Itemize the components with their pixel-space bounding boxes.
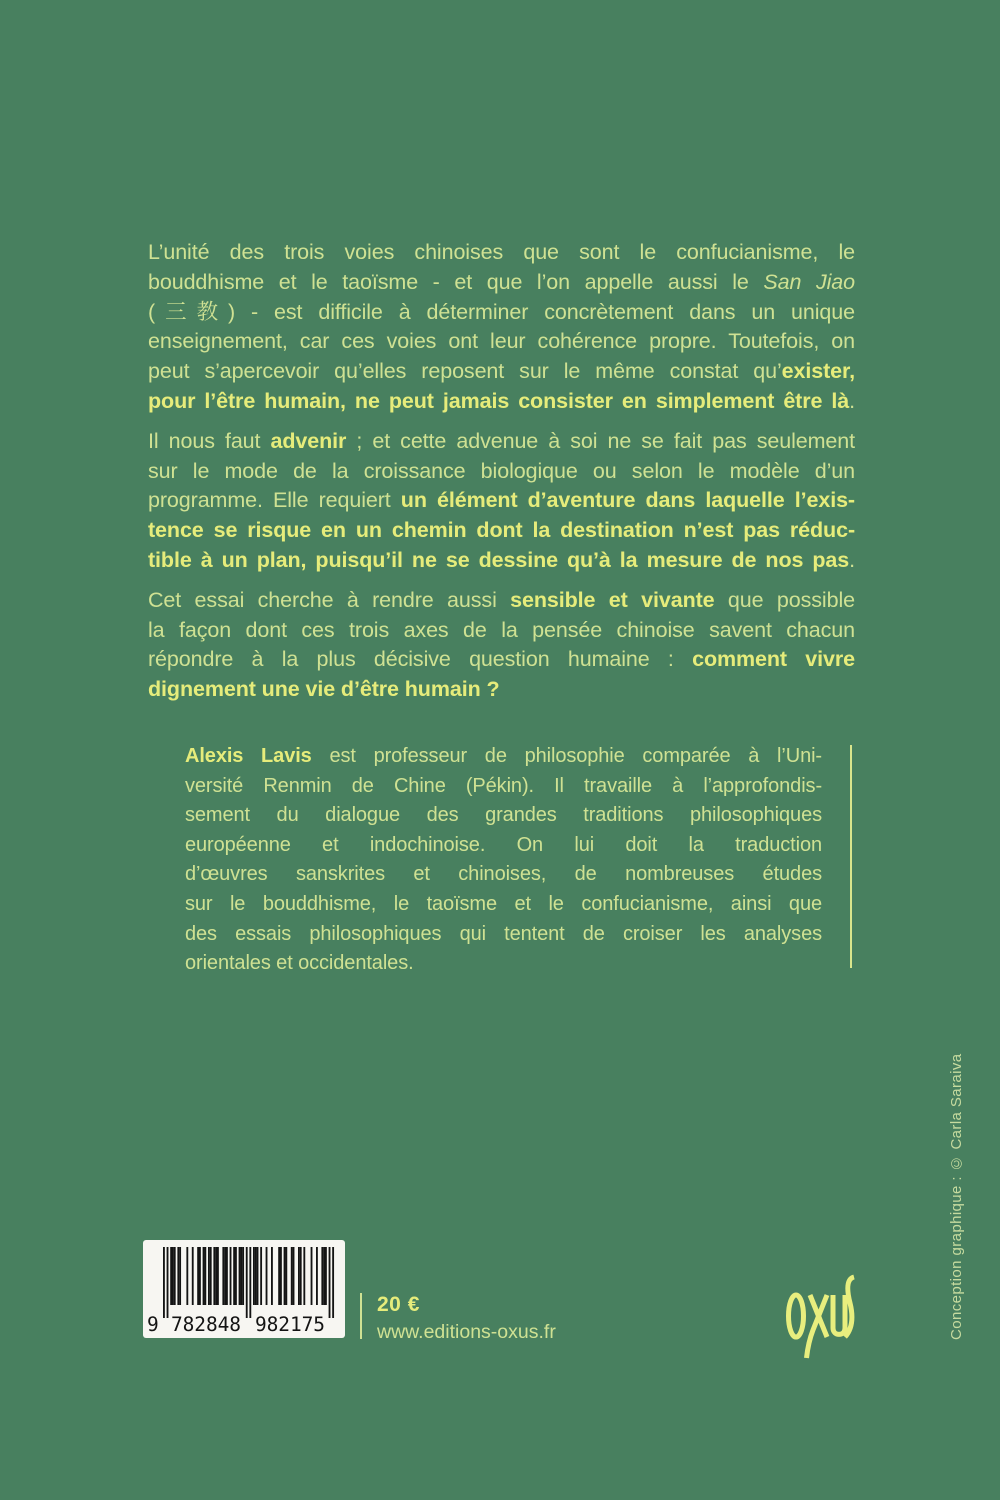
bio-vertical-rule [850, 745, 852, 968]
website-text: www.editions-oxus.fr [377, 1321, 556, 1343]
paragraph [185, 742, 822, 979]
design-credit: Conception graphique : © Carla Saraiva [948, 1053, 965, 1340]
logo-letter-o [789, 1295, 804, 1337]
text-line: Cet essai cherche à rendre aussi sensible et vivante que possible [148, 587, 855, 612]
text-line: peut s’apercevoir qu’elles reposent sur le même constat qu’exister, [148, 359, 855, 384]
barcode-svg [143, 1240, 345, 1338]
text-line: dignement une vie d’être humain ? [148, 677, 500, 702]
text-line: pour l’être humain, ne peut jamais consister en simplement être là. [148, 388, 855, 413]
text-line: sur le mode de la croissance biologique ou selon le modèle d’un [148, 458, 855, 483]
paragraph [148, 238, 855, 417]
text-line: L’unité des trois voies chinoises que sont le confucianisme, le [148, 240, 855, 264]
barcode-digits-right: 982175 [255, 1313, 325, 1336]
price-divider-line [360, 1293, 362, 1339]
text-line: (三教) - est difficile à déterminer concrètement dans un unique [148, 299, 855, 324]
text-line: sement du dialogue des grandes traditions philosophiques [185, 804, 822, 827]
text-line: Alexis Lavis est professeur de philosophie comparée à l’Uni- [185, 745, 822, 767]
synopsis-text [148, 238, 855, 715]
price-label: 20 € [377, 1293, 420, 1316]
barcode-digit-first: 9 [147, 1313, 159, 1336]
text-line: programme. Elle requiert un élément d’aventure dans laquelle l’exis- [148, 488, 855, 513]
logo-letter-u [833, 1295, 845, 1334]
text-line: tence se risque en un chemin dont la destination n’est pas réduc- [148, 518, 855, 543]
text-line: orientales et occidentales. [185, 952, 414, 975]
paragraph [148, 586, 855, 705]
barcode [143, 1240, 345, 1338]
publisher-logo-oxus [786, 1272, 856, 1360]
text-line: la façon dont ces trois axes de la pensée chinoise savent chacun [148, 617, 855, 642]
text-line: tible à un plan, puisqu’il ne se dessine qu’à la mesure de nos pas. [148, 547, 855, 572]
text-line: d’œuvres sanskrites et chinoises, de nombreuses études [185, 863, 822, 886]
text-line: européenne et indochinoise. On lui doit la traduction [185, 833, 822, 856]
text-line: bouddhisme et le taoïsme - et que l’on appelle aussi le San Jiao [148, 269, 855, 294]
text-line: répondre à la plus décisive question humaine : comment vivre [148, 647, 855, 672]
text-line: Il nous faut advenir ; et cette advenue à soi ne se fait pas seulement [148, 428, 855, 453]
text-line: enseignement, car ces voies ont leur cohérence propre. Toutefois, on [148, 329, 855, 354]
barcode-bars [163, 1247, 334, 1318]
text-line: versité Renmin de Chine (Pékin). Il travaille à l’approfondis- [185, 774, 822, 797]
author-bio [185, 742, 822, 989]
text-line: sur le bouddhisme, le taoïsme et le confucianisme, ainsi que [185, 892, 822, 915]
barcode-digits-left: 782848 [171, 1313, 241, 1336]
text-line: des essais philosophiques qui tentent de croiser les analyses [185, 922, 822, 945]
paragraph [148, 427, 855, 576]
